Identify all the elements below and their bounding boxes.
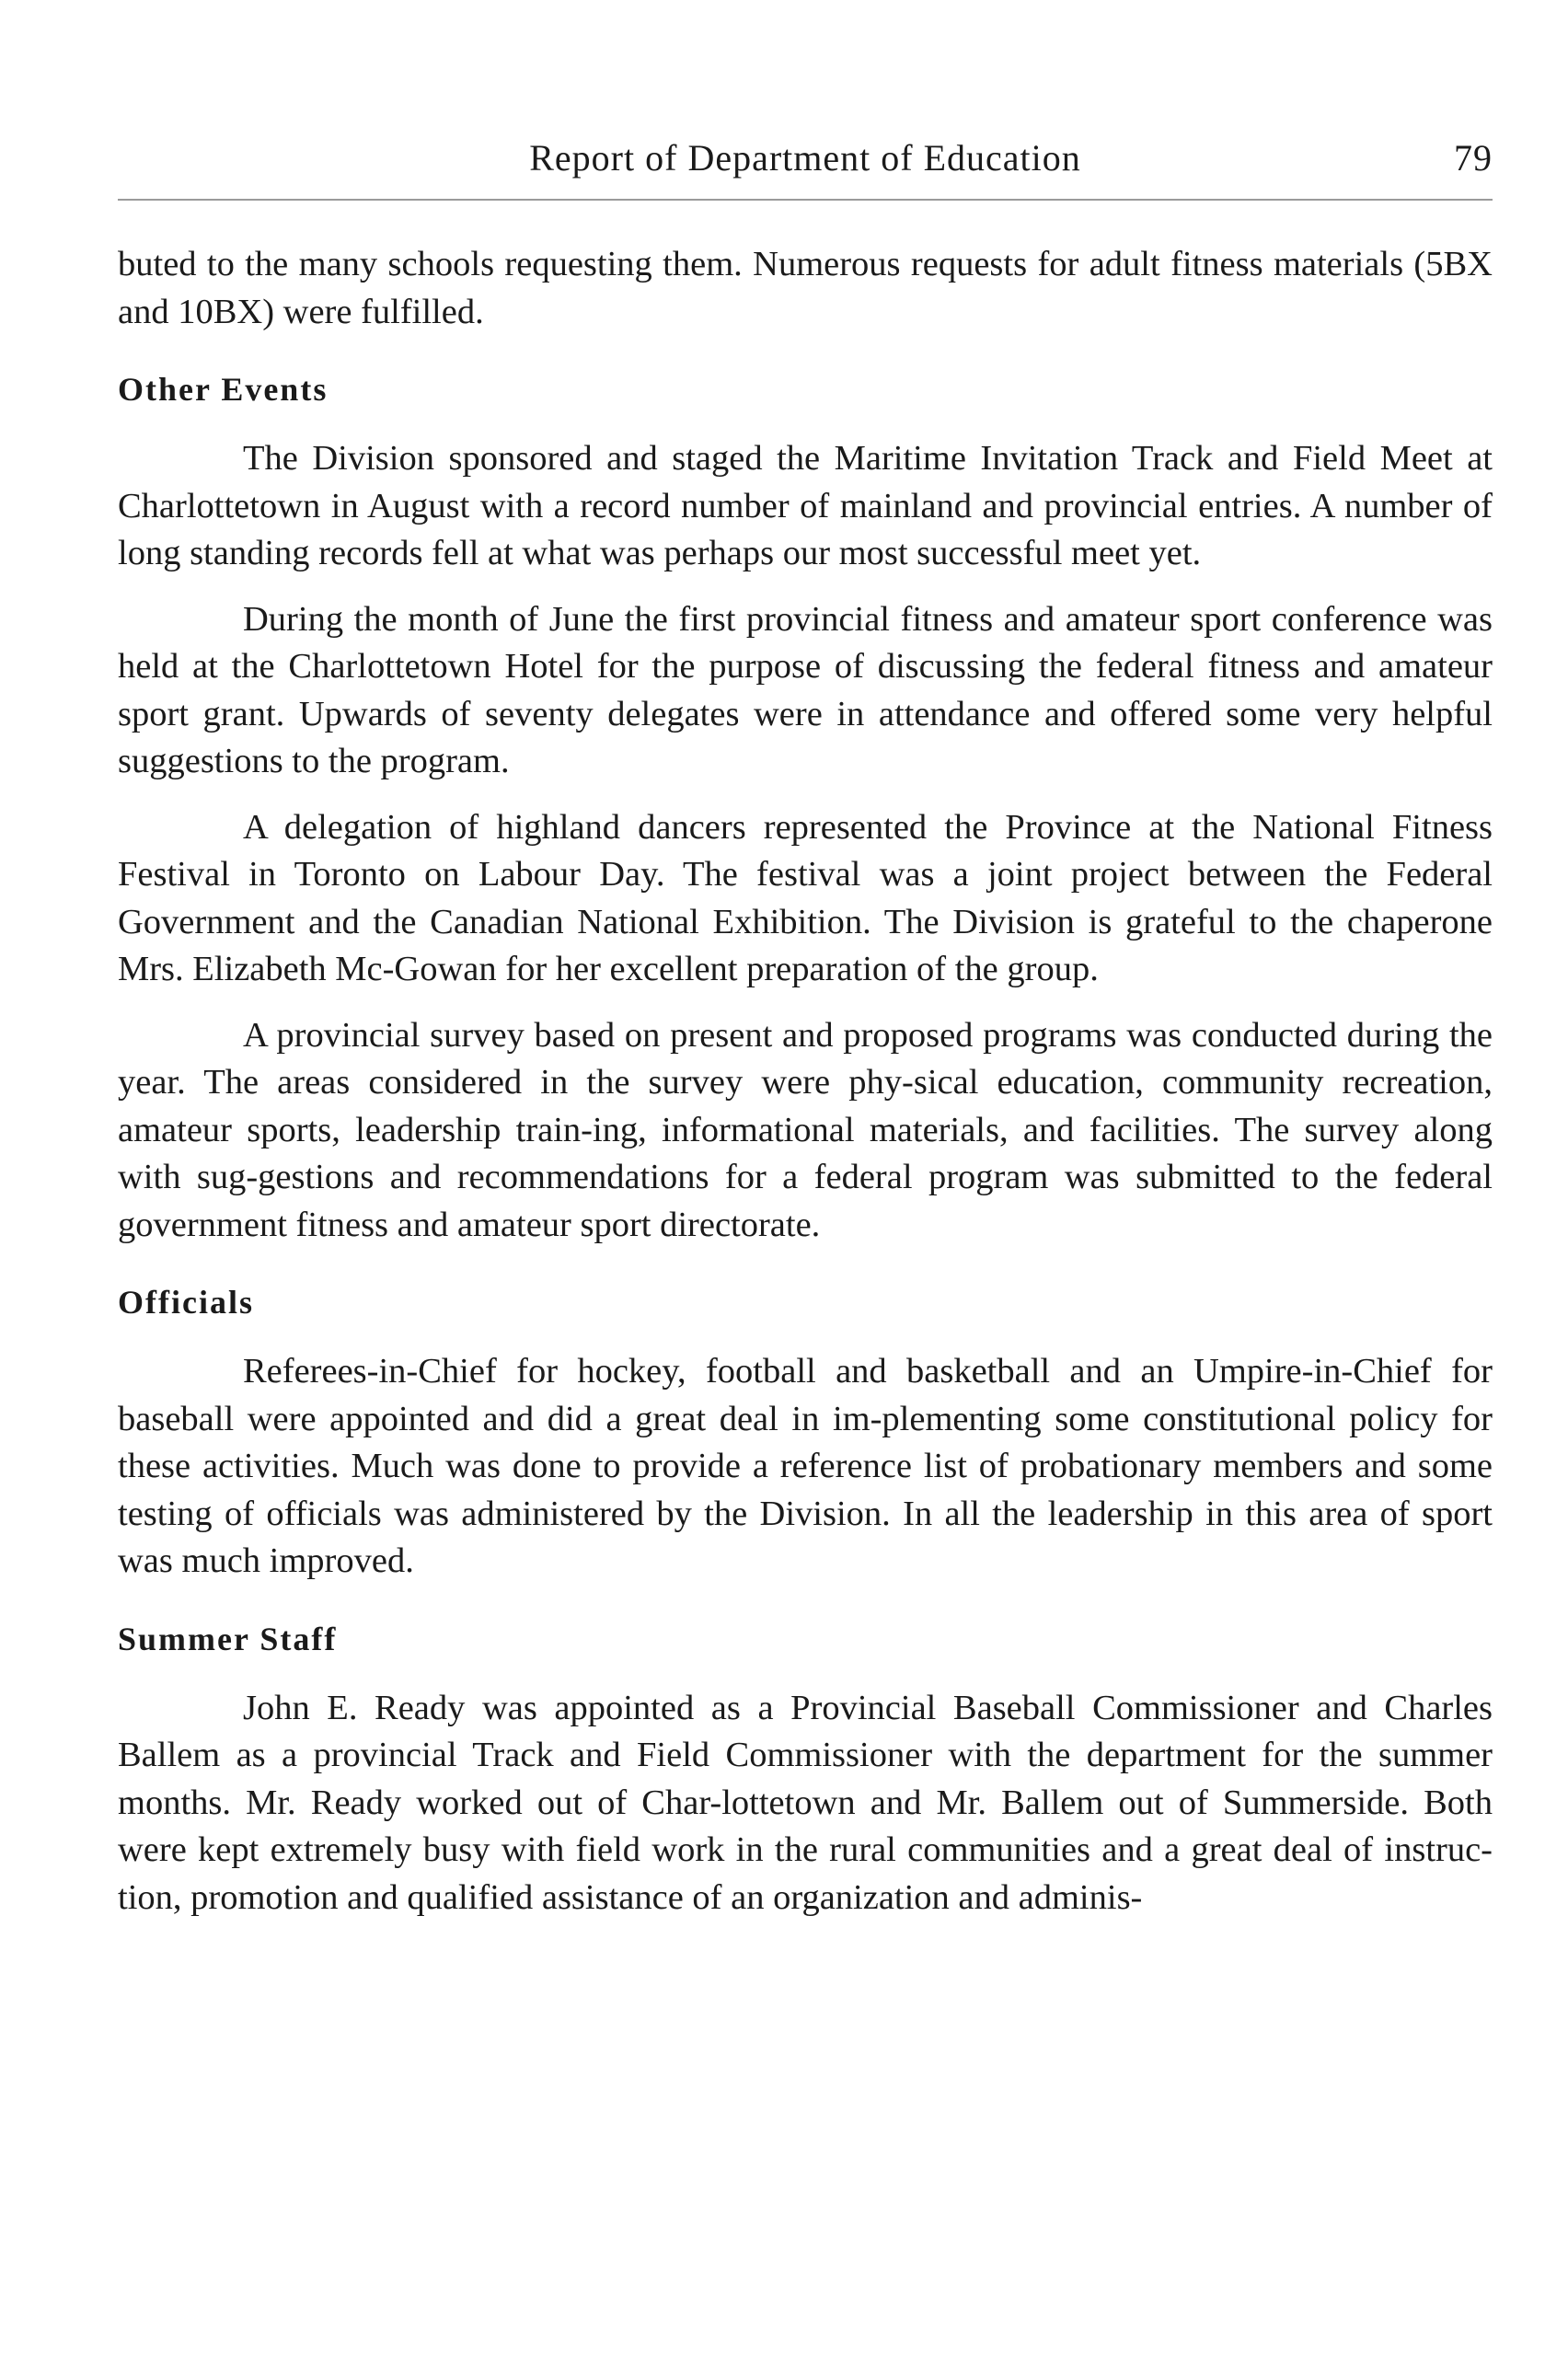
body-text bbox=[118, 241, 1493, 1922]
paragraph-track-meet: The Division sponsored and staged the Maritime Invitation Track and Field Meet at Charlottetown in August with a record number of mainland and provincial entries. A number of long standing records fell at what was perhaps our most successful meet yet. bbox=[118, 439, 1493, 572]
paragraph-provincial-survey: A provincial survey based on present and proposed programs was conducted during the year. The areas considered in the survey were phy-sical education, community recreation, amateur sports, leadership train-ing, informational materials, and facilities. The survey along with sug-gestions and recommendations for a federal program was submitted to the federal government fitness and amateur sport directorate. bbox=[118, 1015, 1493, 1244]
section-heading-officials: Officials bbox=[118, 1284, 254, 1321]
paragraph-highland-dancers: A delegation of highland dancers represented the Province at the National Fitness Festival in Toronto on Labour Day. The festival was a joint project between the Federal Government and the Canadian National Exhibition. The Division is grateful to the chaperone Mrs. Elizabeth Mc-Gowan for her excellent preparation of the group. bbox=[118, 807, 1493, 988]
section-heading-other-events: Other Events bbox=[118, 371, 329, 408]
page-number: 79 bbox=[1454, 137, 1493, 179]
running-header bbox=[118, 129, 1493, 184]
running-title: Report of Department of Education bbox=[529, 137, 1081, 179]
header-rule bbox=[118, 199, 1493, 201]
paragraph-sport-conference: During the month of June the first provincial fitness and amateur sport conference was held at the Charlottetown Hotel for the purpose of discussing the federal fitness and amateur sport grant. Upwards of seventy delegates were in attendance and offered some very helpful suggestions to the program. bbox=[118, 599, 1493, 780]
page bbox=[118, 129, 1493, 1917]
paragraph-referees: Referees-in-Chief for hockey, football and basketball and an Umpire-in-Chief for baseball were appointed and did a great deal in im-plementing some constitutional policy for these activities. Much was done to provide a reference list of probationary members and some testing of officials was administered by the Division. In all the leadership in this area of sport was much improved. bbox=[118, 1352, 1493, 1580]
section-heading-summer-staff: Summer Staff bbox=[118, 1620, 338, 1657]
continuation-paragraph: buted to the many schools requesting them. Numerous requests for adult fitness materials (5BX and 10BX) were fulfilled. bbox=[118, 245, 1493, 331]
paragraph-commissioners: John E. Ready was appointed as a Provincial Baseball Commissioner and Charles Ballem as a provincial Track and Field Commissioner with the department for the summer months. Mr. Ready worked out of Char-lottetown and Mr. Ballem out of Summerside. Both were kept extremely busy with field work in the rural communities and a great deal of instruc-tion, promotion and qualified assistance of an organization and adminis- bbox=[118, 1688, 1493, 1917]
